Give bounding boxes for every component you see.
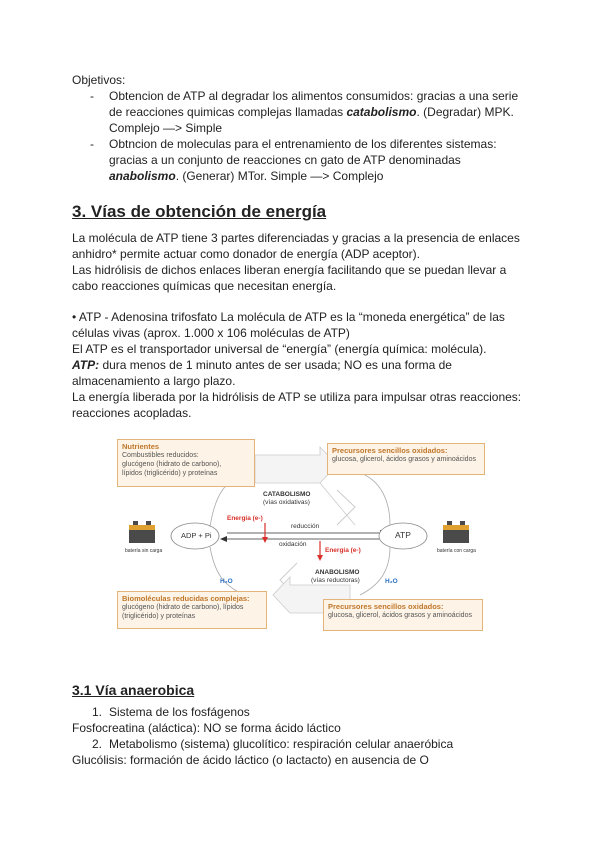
catabolism-chevron (337, 490, 355, 525)
nutrients-line2: glucógeno (hidrato de carbono), (122, 461, 222, 468)
precursors-bottom-title: Precursores sencillos oxidados: (328, 602, 444, 611)
precursors-top-title: Precursores sencillos oxidados: (332, 446, 448, 455)
nutrients-line3: lípidos (triglicérido) y proteínas (122, 470, 218, 477)
fosfocreatina-line: Fosfocreatina (aláctica): NO se forma ácido láctico (72, 721, 341, 735)
section-3-p1-line1: La molécula de ATP tiene 3 partes diferenciadas y gracias a la presencia de enlaces (72, 231, 520, 245)
biomolecules-box (117, 591, 267, 629)
section-3-p1-line4: cabo reacciones químicas que necesitan energía. (72, 279, 337, 293)
battery-empty-label: batería sin carga (125, 548, 163, 554)
objective-2-line3 (109, 168, 383, 184)
list-item-1: Sistema de los fosfágenos (109, 705, 250, 719)
list-item-2-number: 2. (92, 737, 103, 751)
objective-1-line2-pre: de reacciones quimicas complejas llamadas (109, 105, 347, 119)
reduccion-label: reducción (291, 523, 320, 530)
objective-1-line2 (109, 104, 514, 120)
catabolismo-term: catabolismo (346, 105, 417, 119)
h2o-left-label: H₂O (220, 578, 233, 585)
battery-full-label: batería con carga (437, 548, 476, 554)
catabolism-arrow-right (255, 447, 337, 483)
biomolecules-title: Biomoléculas reducidas complejas: (122, 594, 250, 603)
h2o-right-label: H₂O (385, 578, 398, 585)
atp-term: ATP: (72, 358, 100, 372)
precursors-bottom-box (323, 599, 483, 631)
precursors-top-box (327, 443, 485, 475)
biomolecules-line1: glucógeno (hidrato de carbono), lípidos (122, 604, 244, 611)
objective-1-line2-post: . (Degradar) MPK. (416, 105, 514, 119)
anabolismo-label: ANABOLISMO (315, 569, 360, 576)
biomolecules-line2: (triglicérido) y proteínas (122, 613, 196, 620)
list-item-1-number: 1. (92, 705, 103, 719)
objective-1-line1: Obtencion de ATP al degradar los alimentos consumidos: gracias a una serie (109, 89, 519, 103)
objective-2-line1: Obtncion de moleculas para el entrenamiento de los diferentes sistemas: (109, 137, 497, 151)
glucolisis-line: Glucólisis: formación de ácido láctico (o lactacto) en ausencia de O (72, 753, 429, 767)
section-3-p2-line2: células vivas (aprox. 1.000 x 106 moléculas de ATP) (72, 326, 350, 340)
nutrients-line1: Combustibles reducidos: (122, 452, 199, 459)
section-3-p2-line7: reacciones acopladas. (72, 406, 192, 420)
objective-2-line2: gracias a un conjunto de reacciones cn gato de ATP denominadas (109, 153, 461, 167)
section-31-heading: 3.1 Vía anaerobica (72, 682, 195, 698)
objective-2-dash: - (90, 137, 94, 151)
oxidacion-label: oxidación (279, 541, 307, 548)
section-3-p2-line4 (72, 357, 452, 373)
metabolism-diagram (115, 435, 485, 635)
energy-bottom-label: Energía (e-) (325, 547, 361, 554)
precursors-bottom-line1: glucosa, glicerol, ácidos grasos y aminoácidos (328, 612, 472, 619)
catabolismo-label: CATABOLISMO (263, 491, 311, 498)
anabolismo-sub: (vías reductoras) (311, 577, 360, 584)
anabolismo-term: anabolismo (109, 169, 176, 183)
adp-label: ADP + Pi (181, 531, 212, 540)
atp-label: ATP (395, 530, 411, 540)
section-3-heading: 3. Vías de obtención de energía (72, 202, 327, 221)
section-3-p2-line5: almacenamiento a largo plazo. (72, 374, 236, 388)
objectives-label: Objetivos: (72, 73, 126, 87)
objective-1-dash: - (90, 89, 94, 103)
section-3-p2-line4-post: dura menos de 1 minuto antes de ser usada; NO es una forma de (99, 358, 452, 372)
section-3-p2-line6: La energía liberada por la hidrólisis de ATP se utiliza para impulsar otras reacciones: (72, 390, 522, 404)
energy-top-label: Energía (e-) (227, 515, 263, 522)
catabolismo-sub: (vías oxidativas) (263, 499, 310, 506)
section-3-p1-line2: anhidro* permite actuar como donador de energía (ADP aceptor). (72, 247, 420, 261)
section-3-p1-line3: Las hidrólisis de dichos enlaces liberan energía facilitando que se puedan llevar a (72, 263, 507, 277)
objective-1-line3: Complejo —> Simple (109, 121, 223, 135)
section-3-p2-line1: • ATP - Adenosina trifosfato La molécula de ATP es la “moneda energética” de las (72, 310, 505, 324)
nutrients-box (117, 439, 255, 487)
section-3-p2-line3: El ATP es el transportador universal de “energía” (energía química: molécula). (72, 342, 487, 356)
precursors-top-line1: glucosa, glicerol, ácidos grasos y aminoácidos (332, 456, 476, 463)
objective-2-line3-post: . (Generar) MTor. Simple —> Complejo (175, 169, 384, 183)
nutrients-title: Nutrientes (122, 442, 160, 451)
list-item-2: Metabolismo (sistema) glucolítico: respiración celular anaeróbica (109, 737, 454, 751)
